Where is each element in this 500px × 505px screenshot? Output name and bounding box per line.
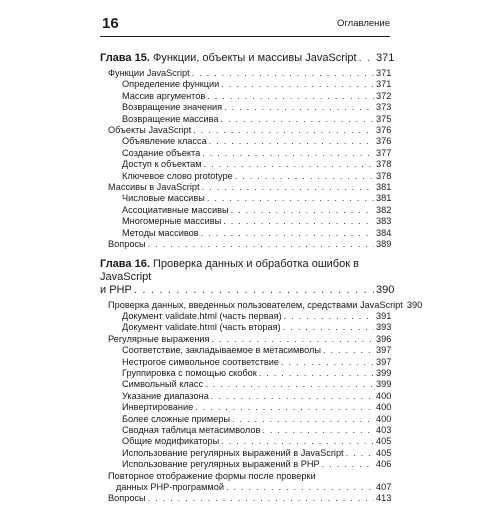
entry-text: Объявление класса	[122, 136, 207, 147]
toc-entry[interactable]	[100, 114, 390, 125]
entry-text: Соответствие, закладываемое в метасимволы	[122, 345, 322, 356]
entry-text: Функции JavaScript	[108, 68, 190, 78]
entry-text: Регулярные выражения	[108, 333, 210, 344]
entry-text: Массив аргументов	[122, 90, 206, 101]
page-ref: 405	[376, 447, 392, 458]
toc-entry[interactable]	[100, 79, 390, 90]
toc-entry[interactable]	[100, 391, 390, 402]
page-ref: 400	[376, 402, 392, 413]
toc-entry[interactable]	[100, 334, 390, 345]
entry-text: Числовые массивы	[122, 193, 205, 204]
entry-text: Проверка данных, введенных пользователем, средствами JavaScript	[108, 299, 403, 310]
leader-dots	[193, 125, 374, 136]
leader-dots	[201, 228, 374, 239]
entry-text: Сводная таблица метасимволов	[122, 424, 261, 435]
page-ref: 371	[376, 79, 392, 90]
entry-text: Возвращение значения	[122, 102, 223, 113]
entry-text-line1: Повторное отображение формы после проверки	[108, 470, 316, 481]
leader-dots	[148, 493, 374, 504]
chapter-15-heading[interactable]	[100, 52, 395, 65]
entry-text: Методы массивов	[122, 227, 199, 238]
entry-text: Документ validate.html (часть первая)	[122, 310, 282, 321]
leader-dots	[207, 193, 374, 204]
entry-text: Создание объекта	[122, 147, 201, 158]
toc-entry[interactable]	[100, 299, 423, 311]
leader-dots	[202, 148, 374, 159]
entry-text: Ключевое слово prototype	[122, 170, 233, 181]
toc-entry[interactable]	[100, 414, 390, 425]
page-ref: 382	[376, 204, 392, 215]
page-ref: 400	[376, 413, 392, 424]
leader-dots	[212, 334, 374, 345]
entry-text: Массивы в JavaScript	[108, 182, 200, 193]
page-ref: 407	[376, 482, 392, 492]
chapter-16-entries	[100, 299, 423, 471]
entry-text: Возвращение массива	[122, 113, 219, 124]
leader-dots	[226, 482, 374, 493]
page-ref: 377	[376, 147, 392, 158]
entry-text: Указание диапазона	[122, 390, 209, 401]
page-ref: 384	[376, 227, 392, 238]
toc-entry[interactable]	[100, 357, 390, 368]
toc-entry[interactable]	[100, 159, 390, 170]
chapter-title-line2: и PHP	[100, 283, 132, 296]
page-ref: 406	[376, 459, 392, 470]
leader-dots	[359, 52, 374, 65]
toc-entry[interactable]	[100, 148, 390, 159]
entry-text: Более сложные примеры	[122, 413, 230, 424]
page-number: 16	[102, 15, 119, 32]
toc-entry[interactable]	[100, 402, 390, 413]
leader-dots	[148, 239, 374, 250]
chapter-15-entries	[100, 68, 390, 251]
toc-entry[interactable]	[100, 448, 390, 459]
entry-text: Вопросы	[108, 239, 146, 250]
toc-entry[interactable]	[100, 216, 390, 227]
page-ref: 372	[376, 90, 392, 101]
running-title: Оглавление	[337, 18, 390, 29]
leader-dots	[205, 379, 374, 390]
toc-entry[interactable]	[100, 91, 390, 102]
leader-dots	[231, 205, 374, 216]
leader-dots	[207, 91, 374, 102]
entry-text: Использование регулярных выражений в PHP	[122, 459, 320, 470]
toc-entry[interactable]	[100, 368, 390, 379]
page-ref: 397	[376, 345, 392, 356]
toc-entry-questions[interactable]	[100, 493, 390, 504]
leader-dots	[134, 284, 374, 297]
toc-entry[interactable]	[100, 68, 390, 79]
chapter-title-line1: Проверка данных и обработка ошибок в JavaScript	[100, 257, 359, 283]
leader-dots	[224, 102, 374, 113]
leader-dots	[232, 414, 374, 425]
entry-text: Вопросы	[108, 493, 146, 504]
leader-dots	[204, 159, 374, 170]
page-ref: 405	[376, 436, 392, 447]
entry-text: Нестрогое символьное соответствие	[122, 356, 279, 367]
leader-dots	[323, 345, 374, 356]
page-ref: 378	[376, 170, 392, 181]
toc-entry[interactable]	[100, 436, 390, 447]
leader-dots	[221, 114, 374, 125]
leader-dots	[192, 68, 374, 79]
chapter-number: Глава 15.	[100, 52, 150, 64]
page-ref: 373	[376, 102, 392, 113]
toc-entry[interactable]	[100, 459, 390, 470]
leader-dots	[209, 136, 374, 147]
page-ref: 399	[376, 367, 392, 378]
toc-entry[interactable]	[100, 136, 390, 147]
page-ref: 389	[376, 239, 392, 250]
page-ref: 403	[376, 424, 392, 435]
page-ref: 376	[376, 125, 392, 136]
entry-text-line2: данных PHP-программой	[116, 482, 224, 492]
leader-dots	[235, 171, 374, 182]
page-ref: 390	[406, 299, 423, 310]
toc-entry[interactable]	[100, 239, 390, 250]
leader-dots	[322, 459, 374, 470]
leader-dots	[284, 311, 374, 322]
entry-text: Многомерные массивы	[122, 216, 222, 227]
toc-entry[interactable]	[100, 171, 390, 182]
page-ref: 397	[376, 356, 392, 367]
entry-text: Инвертирование	[122, 402, 194, 413]
leader-dots	[223, 216, 374, 227]
leader-dots	[346, 448, 374, 459]
chapter-16-heading[interactable]	[100, 257, 395, 297]
page-header	[100, 14, 390, 37]
page-ref: 393	[376, 322, 392, 333]
leader-dots	[259, 368, 374, 379]
page-ref: 391	[376, 310, 392, 321]
toc-entry[interactable]	[100, 205, 390, 216]
leader-dots	[281, 357, 374, 368]
page-ref: 381	[376, 182, 392, 193]
page-ref: 376	[376, 136, 392, 147]
toc-entry[interactable]	[100, 182, 390, 193]
leader-dots	[221, 79, 374, 90]
toc-entry[interactable]	[100, 379, 390, 390]
entry-text: Символьный класс	[122, 379, 204, 390]
page-ref: 383	[376, 216, 392, 227]
toc-entry[interactable]	[100, 228, 390, 239]
page-ref: 400	[376, 390, 392, 401]
toc-entry[interactable]	[100, 102, 390, 113]
toc-entry[interactable]	[100, 125, 390, 136]
page-ref: 371	[376, 52, 395, 64]
entry-text: Определение функции	[122, 79, 220, 90]
entry-text: Доступ к объектам	[122, 159, 202, 170]
entry-text: Общие модификаторы	[122, 436, 220, 447]
toc-entry[interactable]	[100, 193, 390, 204]
leader-dots	[262, 425, 374, 436]
entry-text: Группировка с помощью скобок	[122, 367, 257, 378]
leader-dots	[202, 182, 374, 193]
table-of-contents	[100, 52, 423, 505]
toc-entry[interactable]	[100, 425, 390, 436]
toc-entry-redisplay-form[interactable]	[100, 471, 390, 494]
page-ref: 378	[376, 159, 392, 170]
leader-dots	[211, 391, 374, 402]
page-ref: 381	[376, 193, 392, 204]
page-ref: 399	[376, 379, 392, 390]
leader-dots	[195, 402, 374, 413]
page-ref: 371	[376, 68, 392, 78]
leader-dots	[221, 436, 374, 447]
leader-dots	[283, 322, 374, 333]
chapter-number: Глава 16.	[100, 257, 150, 270]
entry-text: Использование регулярных выражений в JavaScript	[122, 447, 344, 458]
entry-text: Объекты JavaScript	[108, 125, 192, 136]
page-ref: 413	[376, 493, 392, 504]
toc-entry[interactable]	[100, 311, 390, 322]
page-ref: 375	[376, 113, 392, 124]
entry-text: Документ validate.html (часть вторая)	[122, 322, 281, 333]
page-ref: 390	[376, 283, 395, 296]
chapter-title: Функции, объекты и массивы JavaScript	[152, 52, 357, 64]
entry-text: Ассоциативные массивы	[122, 204, 229, 215]
toc-entry[interactable]	[100, 345, 390, 356]
toc-entry[interactable]	[100, 322, 390, 333]
page-ref: 396	[376, 333, 392, 344]
